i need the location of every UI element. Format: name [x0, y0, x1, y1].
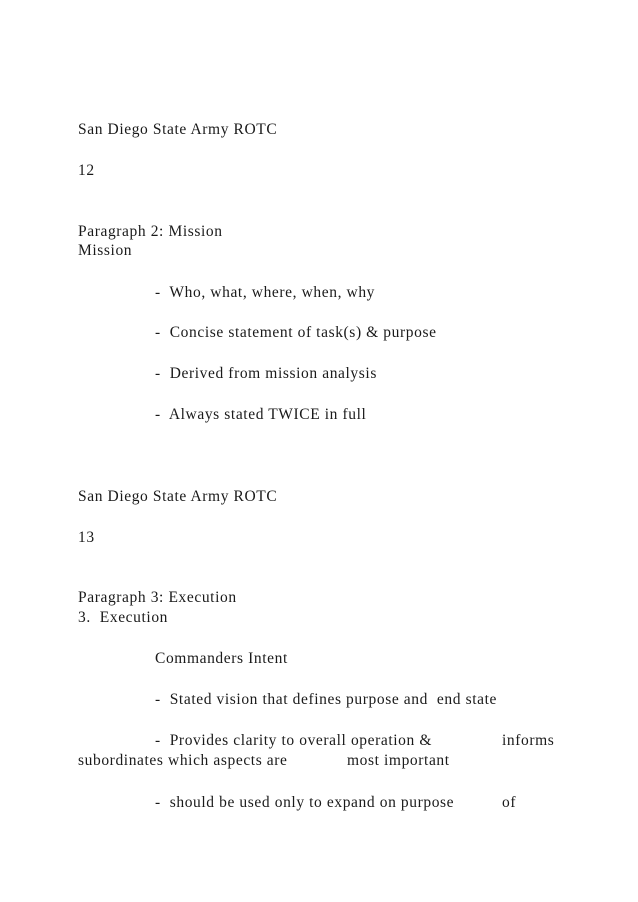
bullet-continuation: subordinates which aspects are — [78, 752, 288, 769]
slide-number: 12 — [78, 162, 95, 179]
bullet-item: - Concise statement of task(s) & purpose — [155, 324, 437, 341]
bullet-item: - Always stated TWICE in full — [155, 406, 367, 423]
bullet-continuation-fragment: most important — [347, 752, 450, 769]
slide-number: 13 — [78, 529, 95, 546]
section-heading: Paragraph 2: Mission — [78, 223, 223, 240]
bullet-item: - Derived from mission analysis — [155, 365, 377, 382]
section-heading: Paragraph 3: Execution — [78, 589, 237, 606]
bullet-item: - Who, what, where, when, why — [155, 284, 376, 301]
bullet-item: - Stated vision that defines purpose and end state — [155, 691, 497, 708]
subsection-label: Commanders Intent — [155, 650, 288, 667]
organization-name: San Diego State Army ROTC — [78, 488, 278, 505]
bullet-item: - should be used only to expand on purpose — [155, 794, 455, 811]
section-subheading: Mission — [78, 242, 133, 259]
bullet-item-fragment: of — [502, 794, 517, 811]
bullet-item-fragment: informs — [502, 732, 555, 749]
organization-name: San Diego State Army ROTC — [78, 121, 278, 138]
section-subheading: 3. Execution — [78, 609, 169, 626]
bullet-item: - Provides clarity to overall operation & — [155, 732, 433, 749]
